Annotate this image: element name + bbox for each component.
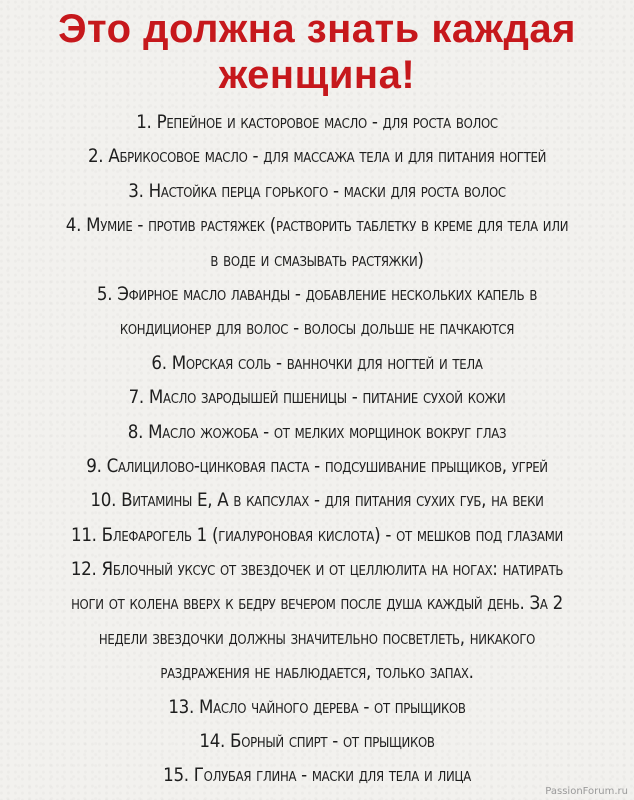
list-item: 6. Морская соль - ванночки для ногтей и тела — [151, 352, 483, 374]
list-item: 4. Мумие - против растяжек (растворить таблетку в креме для тела или — [65, 215, 569, 237]
list-item: 11. Блефарогель 1 (гиалуроновая кислота) - от мешков под глазами — [70, 524, 563, 546]
list-item: 7. Масло зародышей пшеницы - питание сухой кожи — [128, 387, 506, 409]
list-item: раздражения не наблюдается, только запах. — [160, 662, 474, 684]
list-item: 10. Витамины Е, А в капсулах - для питания сухих губ, на веки — [90, 490, 544, 512]
page-title-line-1: Это должна знать каждая — [58, 7, 576, 51]
list-item: 2. Абрикосовое масло - для массажа тела и для питания ногтей — [87, 146, 547, 168]
list-item: 14. Борный спирт - от прыщиков — [199, 731, 435, 753]
list-item: 15. Голубая глина - маски для тела и лица — [163, 765, 471, 787]
list-item: 5. Эфирное масло лаванды - добавление нескольких капель в — [96, 283, 538, 305]
tips-list — [0, 106, 634, 794]
list-item: ноги от колена вверх к бедру вечером после душа каждый день. За 2 — [71, 593, 563, 615]
page-title-line-2: женщина! — [218, 53, 416, 97]
list-item: 12. Яблочный уксус от звездочек и от целлюлита на ногах: натирать — [70, 559, 564, 581]
watermark: PassionForum.ru — [545, 786, 628, 797]
list-item: кондиционер для волос - волосы дольше не пачкаются — [119, 318, 515, 340]
list-item: недели звездочки должны значительно посветлеть, никакого — [98, 627, 536, 649]
list-item: 1. Репейное и касторовое масло - для роста волос — [136, 112, 498, 133]
list-item: 8. Масло жожоба - от мелких морщинок вокруг глаз — [127, 421, 507, 443]
list-item: 9. Салицилово-цинковая паста - подсушивание прыщиков, угрей — [86, 455, 548, 477]
list-item: 13. Масло чайного дерева - от прыщиков — [168, 696, 466, 718]
list-item: 3. Настойка перца горького - маски для роста волос — [128, 180, 506, 202]
list-item: в воде и смазывать растяжки) — [210, 249, 424, 271]
